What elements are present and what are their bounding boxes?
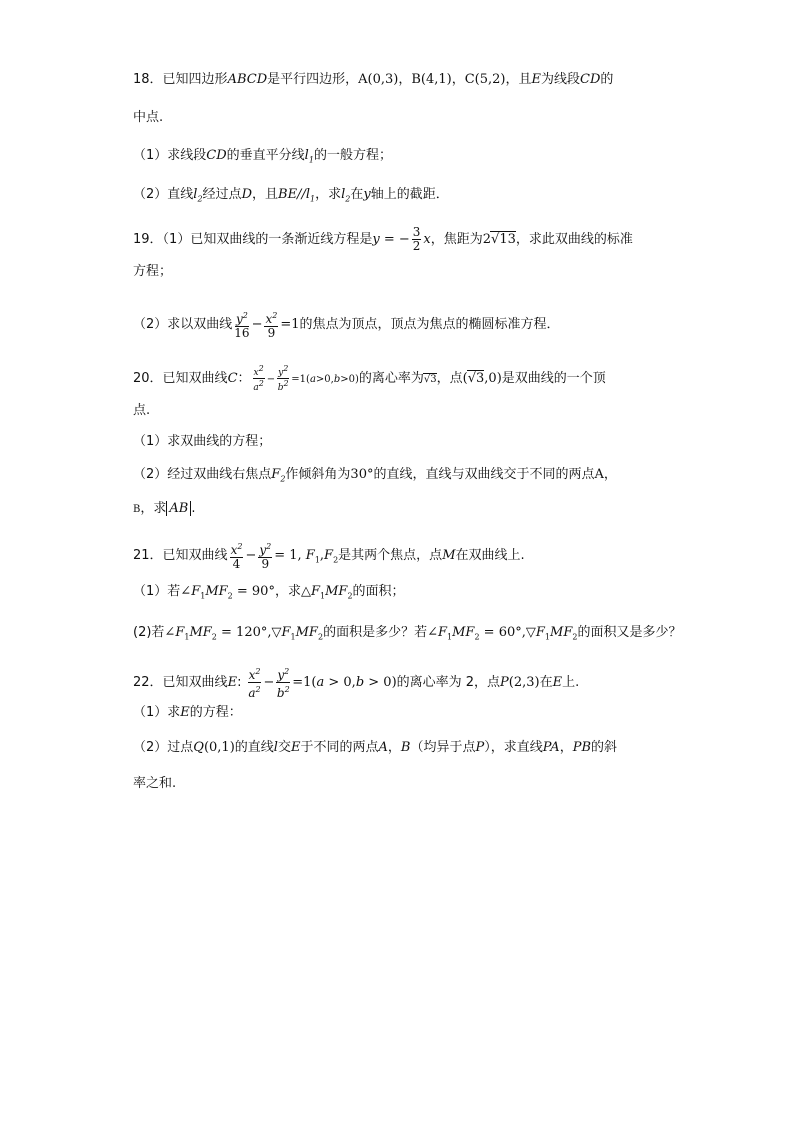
p21-q2: (2)若$\angle F_1MF_2$ = $120^\circ,▽F_1MF_2$的面积是多少？若$\angle F_1MF_2$ = $60^\circ,▽F_1MF_2$的面积又是多少？ [133,625,682,642]
p21-q1: （1）若$\angle F_1MF_2 = 90^\circ$，求$\triangle F_1MF_2$的面积； [133,584,405,601]
p20-q2-cont: B，求 AB . [133,501,196,516]
p22-line1: 22．已知双曲线E: $\frac{x^2}{a^2}$ − $\frac{y^2}{b^2}$ =1(a > 0,b > 0)的离心率为 2，点P(2,3)在E上. [133,667,580,700]
p20-q2: （2）经过双曲线右焦点$F_2$作倾斜角为30°的直线，直线与双曲线交于不同的两点A， [133,467,617,484]
p19-q2: （2）求以双曲线 $\frac{y^2}{16}$ − $\frac{x^2}{9}$ =1的焦点为顶点，顶点为焦点的椭圆标准方程． [133,311,560,340]
p22-q1: （1）求E的方程： [133,705,242,720]
p19-line1: 19．（1）已知双曲线的一条渐近线方程是y = − $\frac{3}{2}$ x，焦距为2√13，求此双曲线的标准 [133,225,633,253]
p20-line2: 点. [133,403,151,418]
p18-q2: （2）直线$l_2$经过点D，且$BE//l_1$，求$l_2$在y轴上的截距． [133,187,449,204]
p20-q1: （1）求双曲线的方程； [133,434,272,449]
p21-line1: 21．已知双曲线 $\frac{x^2}{4}$ − $\frac{y^2}{9}$ = 1, $F_1,F_2$是其两个焦点，点M在双曲线上. [133,542,525,571]
p18-q1: （1）求线段CD的垂直平分线$l_1$的一般方程； [133,148,392,165]
p19-line2: 方程； [133,264,173,279]
p18-line2: 中点. [133,110,164,125]
p18-line1: 18．已知四边形ABCD是平行四边形，A(0,3)，B(4,1)，C(5,2)，且E为线段CD的 [133,72,614,87]
p22-q2: （2）过点Q(0,1)的直线l交E于不同的两点A，B（均异于点P），求直线PA，PB的斜 [133,740,618,755]
p20-line1: 20．已知双曲线C： $\frac{x^2}{a^2}$ − $\frac{y^2}{b^2}$ =1(a>0,b>0)的离心率为√3，点(√3,0)是双曲线的一个顶 [133,364,606,393]
p22-q2-cont: 率之和. [133,776,177,791]
